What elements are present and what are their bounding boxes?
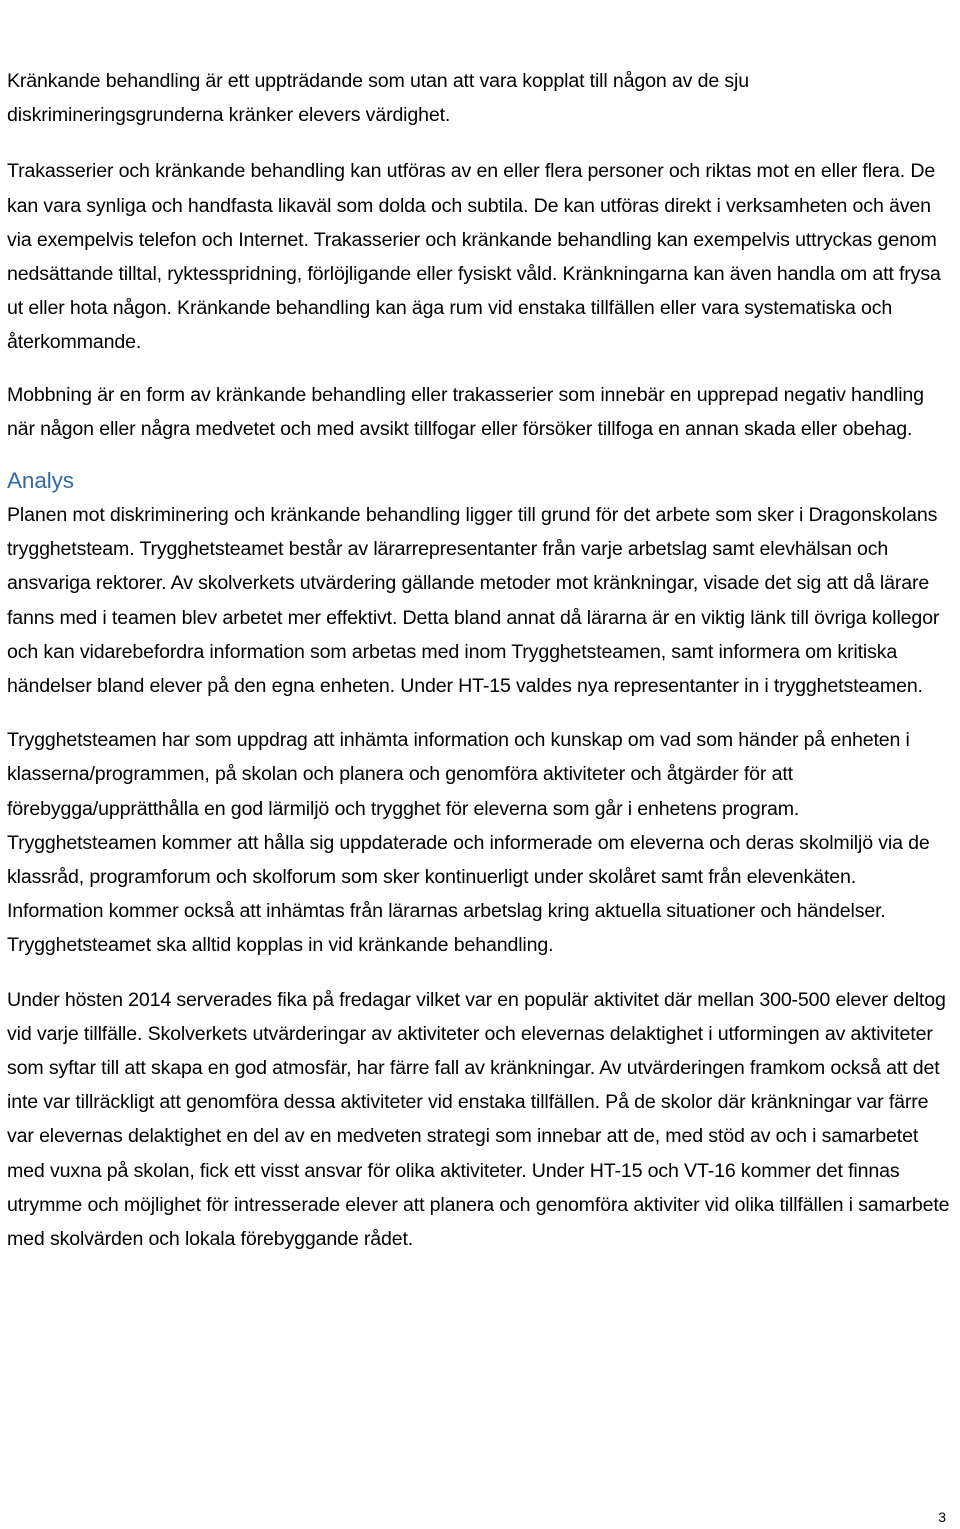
paragraph-spacer (7, 132, 953, 154)
paragraph-planen: Planen mot diskriminering och kränkande behandling ligger till grund för det arbete som sker i Dragonskolans trygghetsteam. Trygghetsteamet består av lärarrepresentanter från varje arbetslag samt elevhälsan och ansvariga rektorer. Av skolverkets utvärdering gällande metoder mot kränkningar, visade det sig att då lärare fanns med i teamen blev arbetet mer effektivt. Detta bland annat då lärarna är en viktig länk till övriga kollegor och kan vidarebefordra information som arbetas med inom Trygghetsteamen, samt informera om kritiska händelser bland elever på den egna enheten. Under HT-15 valdes nya representanter in i trygghetsteamen. (7, 504, 940, 698)
paragraph-trakasserier: Trakasserier och kränkande behandling kan utföras av en eller flera personer och riktas mot en eller flera. De kan vara synliga och handfasta likaväl som dolda och subtila. De kan utföras direkt i verksamheten och även via exempelvis telefon och Internet. Trakasserier och kränkande behandling kan exempelvis uttryckas genom nedsättande tilltal, ryktesspridning, förlöjligande eller fysiskt våld. Kränkningarna kan även handla om att frysa ut eller hota någon. Kränkande behandling kan äga rum vid enstaka tillfällen eller vara systematiska och återkommande. (7, 160, 941, 354)
paragraph-mobbning: Mobbning är en form av kränkande behandling eller trakasserier som innebär en upprepad negativ handling när någon eller några medvetet och med avsikt tillfogar eller försöker tillfoga en annan skada eller obehag. (7, 383, 924, 440)
paragraph-spacer (7, 360, 953, 378)
document-page (7, 64, 953, 1256)
page-number: 3 (938, 1509, 946, 1525)
paragraph-krankande-behandling: Kränkande behandling är ett uppträdande som utan att vara kopplat till någon av de sju diskrimineringsgrunderna kränker elevers värdighet. (7, 70, 749, 127)
paragraph-spacer (7, 963, 953, 983)
paragraph-spacer (7, 446, 953, 464)
paragraph-hosten-2014: Under hösten 2014 serverades fika på fredagar vilket var en populär aktivitet där mellan 300-500 elever deltog vid varje tillfälle. Skolverkets utvärderingar av aktiviteter och elevernas delaktighet i utformingen av aktiviteter som syftar till att skapa en god atmosfär, har färre fall av kränkningar. Av utvärderingen framkom också att det inte var tillräckligt att genomföra dessa aktiviteter vid enstaka tillfällen. På de skolor där kränkningar var färre var elevernas delaktighet en del av en medveten strategi som innebar att de, med stöd av och i samarbetet med vuxna på skolan, fick ett visst ansvar för olika aktiviteter. Under HT-15 och VT-16 kommer det finnas utrymme och möjlighet för intresserade elever att planera och genomföra aktiviter vid olika tillfällen i samarbete med skolvärden och lokala förebyggande rådet. (7, 988, 950, 1251)
section-heading-analys: Analys (7, 468, 74, 494)
paragraph-trygghetsteamen-uppdrag: Trygghetsteamen har som uppdrag att inhämta information och kunskap om vad som händer på enheten i klasserna/programmen, på skolan och planera och genomföra aktiviteter och åtgärder för att förebygga/upprätthålla en god lärmiljö och trygghet för eleverna som går i enhetens program. Trygghetsteamen kommer att hålla sig uppdaterade och informerade om eleverna och deras skolmiljö via de klassråd, programforum och skolforum som sker kontinuerligt under skolåret samt från elevenkäten. Information kommer också att inhämtas från lärarnas arbetslag kring aktuella situationer och händelser. Trygghetsteamet ska alltid kopplas in vid kränkande behandling. (7, 729, 930, 957)
paragraph-spacer (7, 703, 953, 723)
